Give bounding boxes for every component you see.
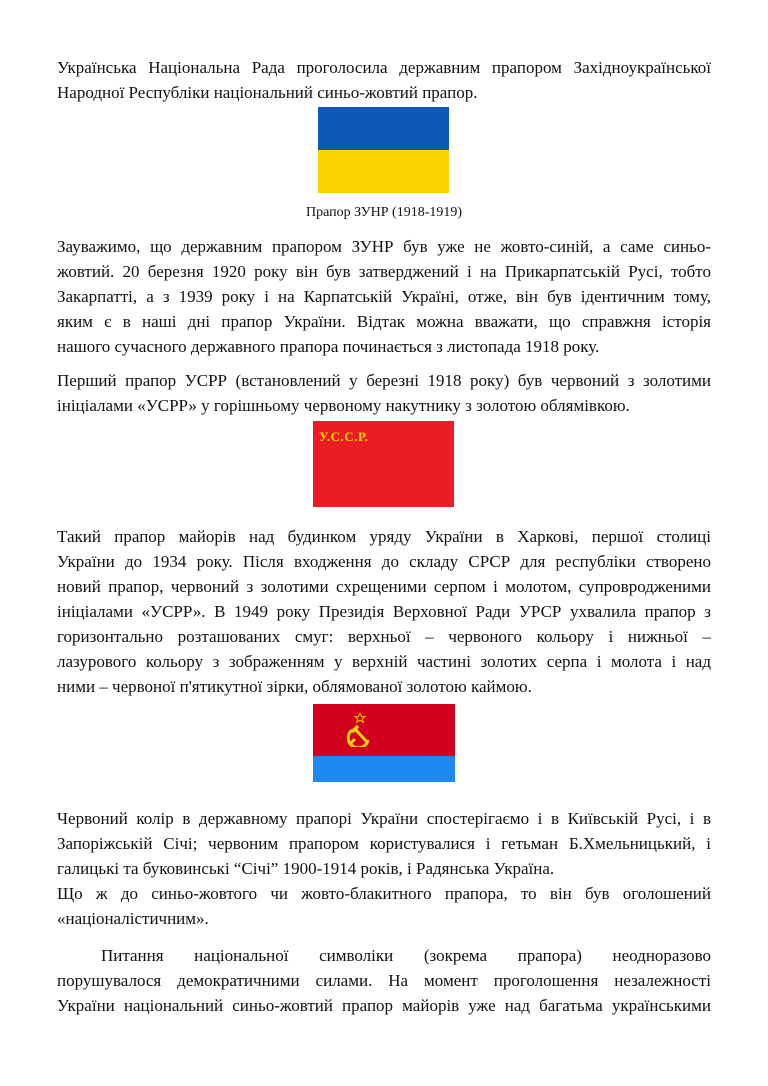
paragraph-usrr-first-flag [57, 368, 711, 418]
flag-usrr-inscription: У.С.С.Р. [319, 429, 369, 444]
flag-stripe-azure [313, 756, 455, 782]
text-line: нашого сучасного державного прапора починається з листопада 1918 року. [57, 337, 600, 356]
text-line: «націоналістичним». [57, 909, 209, 928]
text-line: лазурового кольору з зображенням у верхній частині золотих серпа і молота і над [57, 652, 711, 671]
flag-stripe-yellow [318, 150, 449, 193]
text-line: горизонтально розташованих смуг: верхньої – червоного кольору і нижньої – [57, 627, 711, 646]
text-line: галицькі та буковинські “Січі” 1900-1914 років, і Радянська Україна. [57, 859, 555, 878]
text-line: Червоний колір в державному прапорі України спостерігаємо і в Київській Русі, і в [57, 809, 711, 828]
text-line: Закарпатті, а з 1939 року і на Карпатській Україні, отже, він був ідентичним тому, [57, 287, 711, 306]
text-line: Запоріжській Січі; червоним прапором користувалися і гетьман Б.Хмельницький, і [57, 834, 711, 853]
paragraph-nationalist-label [57, 881, 711, 931]
text-line: ними – червоної п'ятикутної зірки, облямованої золотою каймою. [57, 677, 532, 696]
paragraph-national-symbols [57, 943, 711, 1018]
hammer-sickle-icon [345, 713, 375, 747]
text-line: Перший прапор УСРР (встановлений у березні 1918 року) був червоний з золотими [57, 371, 711, 390]
text-line: ініціалами «УСРР» у горішньому червоному накутнику з золотою облямівкою. [57, 396, 630, 415]
text-line: Українська Національна Рада проголосила державним прапором Західноукраїнської [57, 58, 711, 77]
paragraph-zunr-proclamation [57, 55, 711, 105]
flag-ursr [313, 704, 455, 782]
paragraph-red-color-history [57, 806, 711, 881]
text-line: порушувалося демократичними силами. На момент проголошення незалежності [57, 971, 711, 990]
paragraph-flag-evolution [57, 524, 711, 699]
caption-zunr-flag: Прапор ЗУНР (1918-1919) [305, 205, 463, 220]
flag-stripe-red [313, 704, 455, 756]
text-line: жовтий. 20 березня 1920 року він був затверджений і на Прикарпатській Русі, тобто [57, 262, 711, 281]
text-line: України до 1934 року. Після входження до складу СРСР для республіки створено [57, 552, 711, 571]
text-line: України національний синьо-жовтий прапор майорів уже над багатьма українськими [57, 996, 711, 1015]
text-line: новий прапор, червоний з золотими схрещеними серпом і молотом, супровродженими [57, 577, 711, 596]
text-line: Народної Республіки національний синьо-жовтий прапор. [57, 83, 478, 102]
text-line: Такий прапор майорів над будинком уряду України в Харкові, першої столиці [57, 527, 711, 546]
text-line: Що ж до синьо-жовтого чи жовто-блакитного прапора, то він був оголошений [57, 884, 711, 903]
text-line: яким є в наші дні прапор України. Відтак можна вважати, що справжня історія [57, 312, 711, 331]
flag-zunr [318, 107, 449, 193]
flag-usrr [313, 421, 454, 507]
text-line: Питання національної символіки (зокрема прапора) неодноразово [101, 946, 711, 965]
text-line: Зауважимо, що державним прапором ЗУНР був уже не жовто-синій, а саме синьо- [57, 237, 711, 256]
text-line: ініціалами «УСРР». В 1949 року Президія Верховної Ради УРСР ухвалила прапор з [57, 602, 711, 621]
paragraph-zunr-flag-history [57, 234, 711, 359]
flag-stripe-blue [318, 107, 449, 150]
